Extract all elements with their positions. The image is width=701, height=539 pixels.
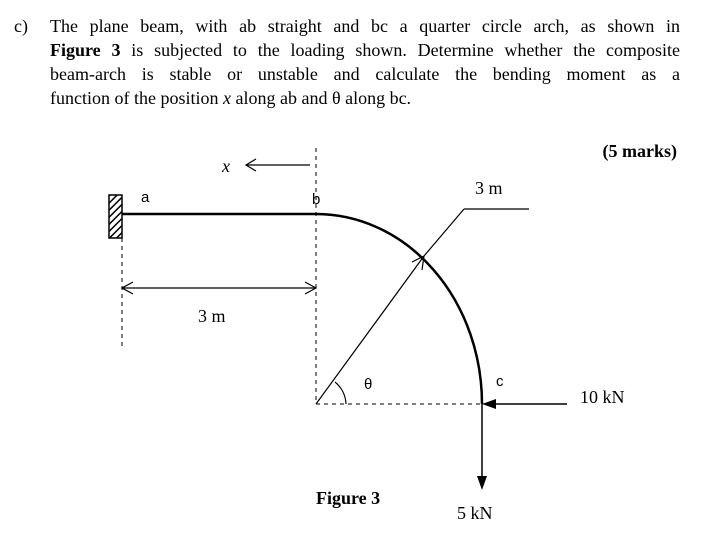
- load-arrowhead-horizontal: [482, 399, 496, 409]
- load-label-vertical: 5 kN: [457, 503, 493, 523]
- dimension-label-ab: 3 m: [198, 306, 226, 326]
- theta-arc: [335, 382, 346, 404]
- question-line-1: The plane beam, with ab straight and bc a quarter circle arch, as shown in: [50, 16, 680, 36]
- label-c: c: [496, 373, 504, 390]
- question-number: c): [14, 16, 28, 36]
- load-arrowhead-vertical: [477, 476, 487, 490]
- radius-leader: [424, 209, 464, 256]
- label-a: a: [141, 189, 150, 206]
- label-theta: θ: [364, 376, 373, 393]
- variable-x: x: [222, 88, 231, 108]
- question-line-2-rest: is subjected to the loading shown. Determine whether the composite: [120, 40, 680, 60]
- question-line-4-post: along ab and θ along bc.: [230, 88, 412, 108]
- arch-bc: [316, 214, 482, 404]
- radius-label: 3 m: [475, 178, 503, 198]
- question-line-3: beam-arch is stable or unstable and calculate the bending moment as a: [50, 64, 680, 84]
- question-line-4-pre: function of the position: [50, 88, 223, 108]
- figure-reference: Figure 3: [50, 40, 121, 60]
- marks-label: (5 marks): [602, 141, 677, 161]
- label-b: b: [312, 191, 321, 208]
- load-label-horizontal: 10 kN: [580, 387, 625, 407]
- fixed-support: [109, 195, 122, 238]
- label-x: x: [222, 156, 230, 176]
- figure-caption: Figure 3: [316, 488, 381, 508]
